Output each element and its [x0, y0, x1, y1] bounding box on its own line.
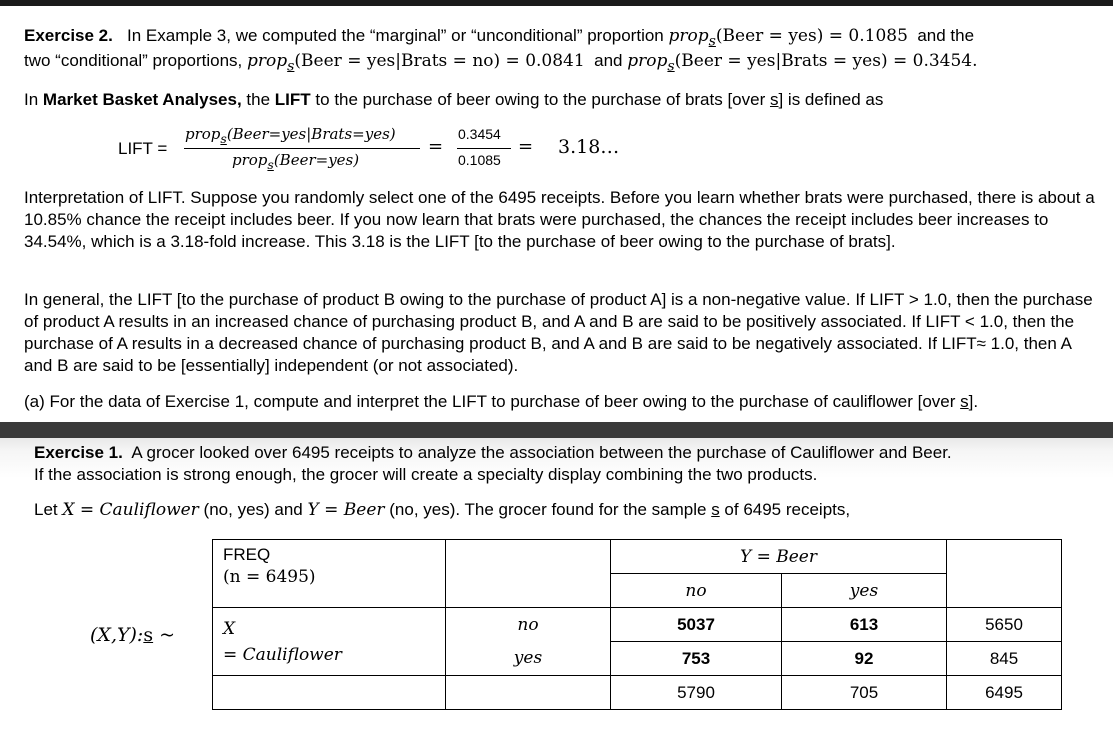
cell-yes-yes: 92	[782, 642, 947, 676]
col-yes-header: yes	[782, 574, 947, 608]
total-no: 5790	[611, 676, 782, 710]
blank-cell	[947, 540, 1062, 574]
ex2-line1: Exercise 2. In Example 3, we computed the “marginal” or “unconditional” proportion prop$_s$(Beer = yes) = 0.1085 and the	[24, 26, 975, 50]
ex2-label: Exercise 2.	[24, 26, 113, 45]
row-total: 5650	[947, 608, 1062, 642]
equals-1: =	[428, 136, 444, 157]
distribution-label: (X,Y):s ~	[90, 624, 176, 646]
row-total: 845	[947, 642, 1062, 676]
ex1-label: Exercise 1.	[34, 443, 123, 462]
interpretation-paragraph: Interpretation of LIFT. Suppose you randomly select one of the 6495 receipts. Before you learn whether brats were purchased, there is about a 10.85% chance the receipt includes beer. If you now learn that brats were purchased, the chances the receipt includes beer increases to 34.54%, which is a 3.18-fold increase. This 3.18 is the LIFT [to the purchase of beer owing to the purchase of brats].	[24, 188, 1095, 251]
section-divider	[0, 422, 1113, 438]
ex1-line2: If the association is strong enough, the grocer will create a specialty display combining the two products.	[34, 465, 818, 484]
blank-cell	[446, 574, 611, 608]
ex1-line3: Let X = Cauliflower (no, yes) and Y = Beer (no, yes). The grocer found for the sample s of 6495 receipts,	[34, 500, 851, 520]
top-border	[0, 0, 1113, 6]
question-a: (a) For the data of Exercise 1, compute and interpret the LIFT to purchase of beer owing to the purchase of cauliflower [over s].	[24, 392, 979, 411]
cell-yes-no: 753	[611, 642, 782, 676]
freq-cell: FREQ (n = 6495)	[213, 540, 446, 608]
fraction-bar	[184, 148, 420, 149]
fraction-bar-2	[457, 148, 511, 149]
blank-cell	[446, 676, 611, 710]
lift-numerator: prop$_s$(Beer=yes|Brats=yes)	[185, 125, 396, 146]
ex2-line3: In Market Basket Analyses, the LIFT to the purchase of beer owing to the purchase of brats [over s] is defined as	[24, 90, 884, 109]
cell-no-yes: 613	[782, 608, 947, 642]
blank-cell	[446, 540, 611, 574]
col-no-header: no	[611, 574, 782, 608]
lift-denominator: prop$_s$(Beer=yes)	[232, 151, 360, 172]
equals-2: =	[518, 136, 534, 157]
blank-cell	[213, 676, 446, 710]
row-variable-cell: X = Cauliflower	[213, 608, 446, 676]
table-row	[213, 608, 1062, 642]
grand-total: 6495	[947, 676, 1062, 710]
row-label: yes	[446, 642, 611, 676]
totals-row	[213, 676, 1062, 710]
frequency-table	[212, 539, 1062, 710]
ex2-line2: two “conditional” proportions, prop$_s$(Beer = yes|Brats = no) = 0.0841 and prop$_s$(Beer = yes|Brats = yes) = 0.3454.	[24, 51, 978, 75]
total-yes: 705	[782, 676, 947, 710]
ex1-line1: Exercise 1. A grocer looked over 6495 receipts to analyze the association between the purchase of Cauliflower and Beer.	[34, 443, 952, 462]
general-paragraph: In general, the LIFT [to the purchase of product B owing to the purchase of product A] is a non-negative value. If LIFT > 1.0, then the purchase of product A results in an increased chance of purchasing product B, and A and B are said to be positively associated. If LIFT < 1.0, then the purchase of A results in a decreased chance of purchasing product B, and A and B are said to be negatively associated. If LIFT≈ 1.0, then A and B are said to be [essentially] independent (or not associated).	[24, 290, 1093, 375]
lift-result: 3.18…	[558, 136, 620, 158]
lift-label: LIFT =	[118, 139, 168, 158]
cell-no-no: 5037	[611, 608, 782, 642]
row-label: no	[446, 608, 611, 642]
table-header-row	[213, 540, 1062, 574]
blank-cell	[947, 574, 1062, 608]
column-variable-header: Y = Beer	[611, 540, 947, 574]
den-value: 0.1085	[458, 152, 501, 168]
num-value: 0.3454	[458, 126, 501, 142]
